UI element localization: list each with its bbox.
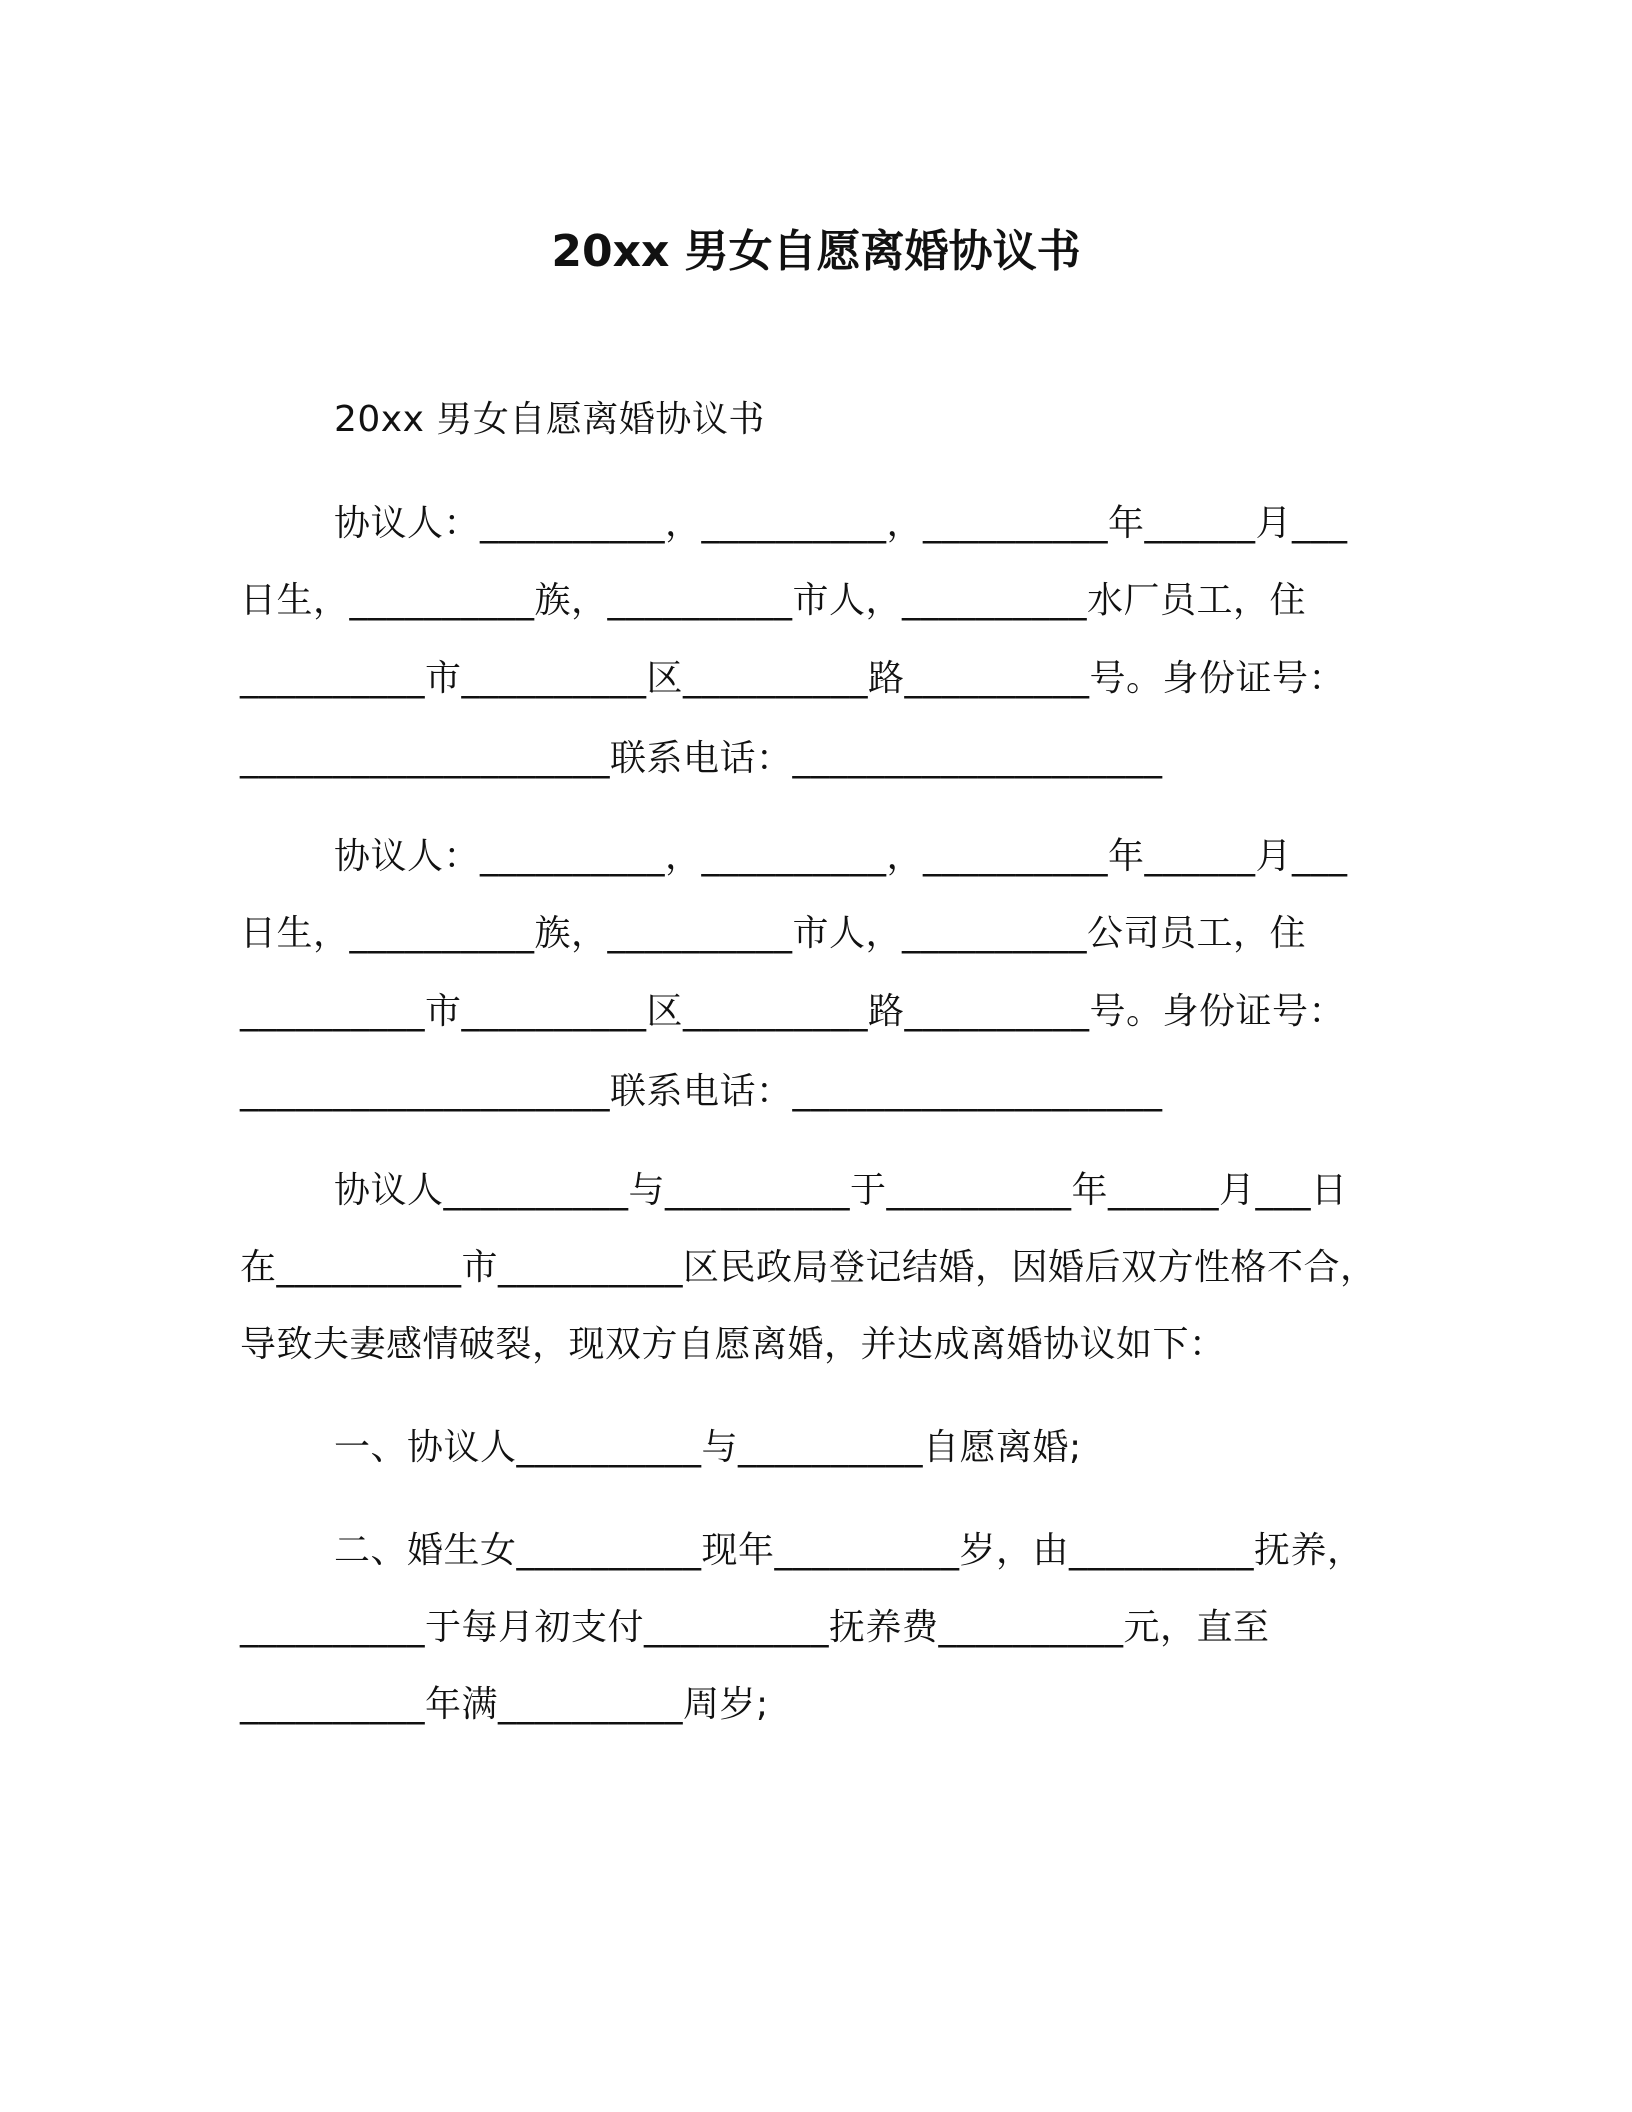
party2-line2: 日生，__________族，__________市人，__________公司员工，住 — [240, 913, 1307, 954]
intro-line2: 在__________市__________区民政局登记结婚，因婚后双方性格不合， — [240, 1247, 1377, 1288]
party1-line4: ____________________联系电话：____________________ — [240, 738, 1163, 779]
party2-line3: __________市__________区__________路__________号。身份证号： — [240, 991, 1346, 1032]
document-title: 20xx 男女自愿离婚协议书 — [551, 226, 1081, 277]
intro-line1: 协议人__________与__________于__________年______月___日 — [334, 1170, 1348, 1211]
document-subtitle: 20xx 男女自愿离婚协议书 — [334, 399, 765, 440]
clause2-line1: 二、婚生女__________现年__________岁，由__________抚养， — [334, 1530, 1364, 1571]
clause1-line1: 一、协议人__________与__________自愿离婚; — [334, 1427, 1082, 1468]
clause2-line2: __________于每月初支付__________抚养费__________元，直至 — [240, 1607, 1270, 1648]
party2-line1: 协议人：__________，__________，__________年______月___ — [334, 836, 1348, 877]
clause2-line3: __________年满__________周岁; — [240, 1684, 769, 1725]
party1-line3: __________市__________区__________路__________号。身份证号： — [240, 658, 1346, 699]
party1-line1: 协议人：__________，__________，__________年______月___ — [334, 503, 1348, 544]
party2-line4: ____________________联系电话：____________________ — [240, 1071, 1163, 1112]
party1-line2: 日生，__________族，__________市人，__________水厂员工，住 — [240, 580, 1307, 621]
intro-line3: 导致夫妻感情破裂，现双方自愿离婚，并达成离婚协议如下： — [240, 1324, 1226, 1365]
